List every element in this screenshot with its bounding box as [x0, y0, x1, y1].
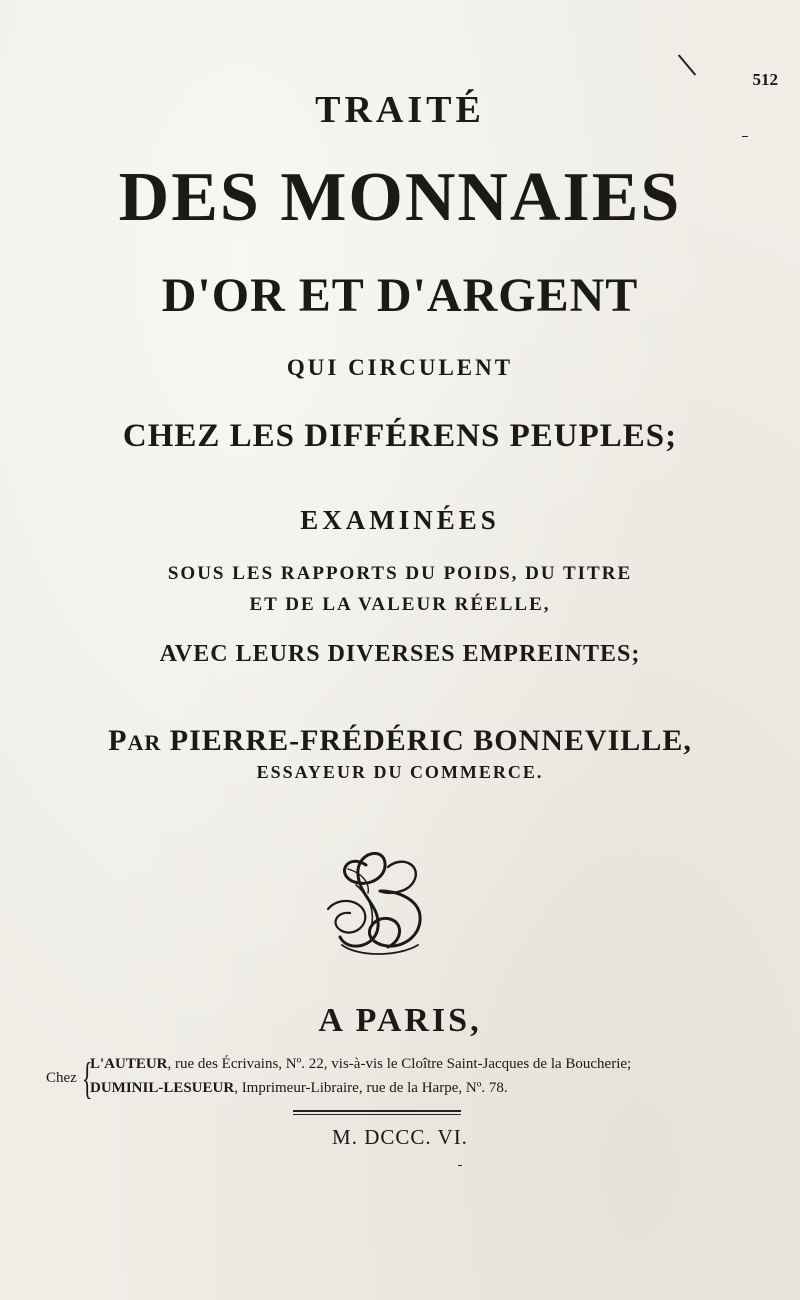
title-line-or-argent: D'OR ET D'ARGENT	[161, 269, 639, 322]
publisher-printer-name: DUMINIL-LESUEUR	[90, 1080, 235, 1096]
subtitle-examinees: EXAMINÉES	[300, 505, 500, 535]
subtitle-empreintes: AVEC LEURS DIVERSES EMPREINTES;	[159, 641, 641, 667]
title-line-peuples: CHEZ LES DIFFÉRENS PEUPLES;	[122, 418, 678, 454]
publisher-line-author	[90, 1056, 631, 1073]
subtitle-valeur: ET DE LA VALEUR RÉELLE,	[249, 594, 551, 615]
ink-speck	[742, 136, 748, 137]
brace-icon: {	[82, 1054, 93, 1103]
title-line-circulent: QUI CIRCULENT	[286, 355, 514, 380]
chez-label: Chez	[46, 1070, 77, 1086]
publisher-author-address: , rue des Écrivains, Nº. 22, vis-à-vis le Cloître Saint-Jacques de la Boucherie;	[167, 1056, 632, 1072]
publisher-printer-address: , Imprimeur-Libraire, rue de la Harpe, Nº. 78.	[234, 1080, 508, 1096]
publisher-author-name: L'AUTEUR	[90, 1056, 168, 1072]
imprint-city: A PARIS,	[318, 1002, 482, 1039]
folio-number: 512	[752, 70, 778, 89]
double-rule-bottom	[293, 1114, 461, 1115]
author-line	[0, 724, 800, 758]
title-line-monnaies: DES MONNAIES	[118, 159, 682, 236]
title-line-traite: TRAITÉ	[315, 89, 485, 131]
author-par-rest: AR	[127, 730, 162, 755]
subtitle-rapports: SOUS LES RAPPORTS DU POIDS, DU TITRE	[167, 563, 633, 584]
publisher-block	[46, 1055, 786, 1105]
author-role: ESSAYEUR DU COMMERCE.	[256, 762, 544, 782]
script-monogram-icon	[318, 845, 438, 960]
ink-speck	[678, 54, 696, 75]
ink-speck	[458, 1165, 462, 1166]
author-name: PIERRE-FRÉDÉRIC BONNEVILLE,	[169, 724, 692, 757]
author-par-initial: P	[108, 724, 128, 757]
publisher-line-printer	[90, 1080, 508, 1097]
double-rule-top	[293, 1110, 461, 1112]
imprint-date: M. DCCC. VI.	[332, 1125, 468, 1149]
